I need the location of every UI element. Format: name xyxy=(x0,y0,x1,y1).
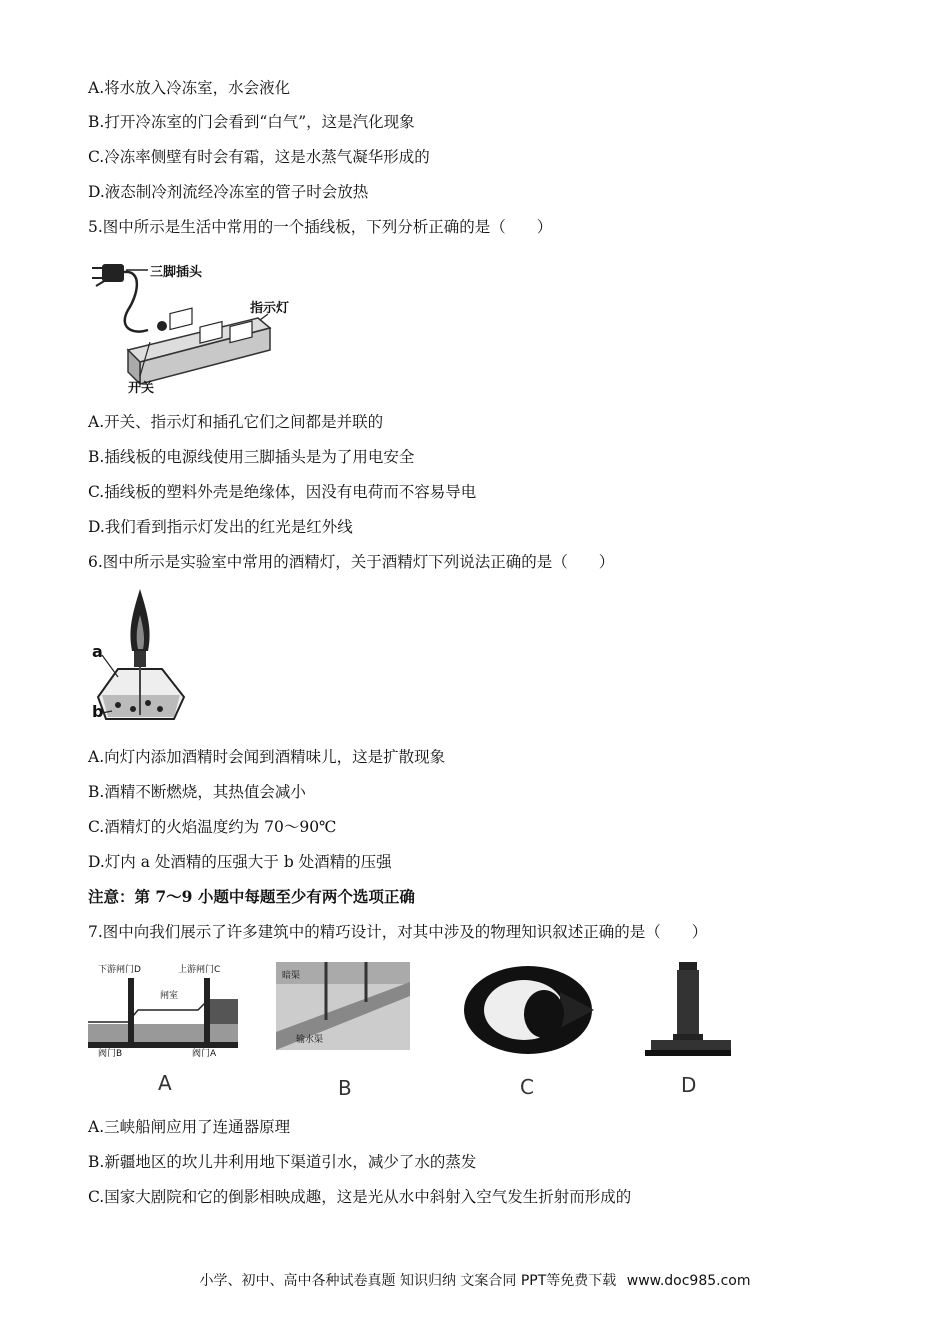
label-a: a xyxy=(92,642,103,661)
q5-stem: 5.图中所示是生活中常用的一个插线板，下列分析正确的是（ ） xyxy=(88,218,553,236)
caption-a: A xyxy=(158,1071,172,1095)
q7-option-c: C.国家大剧院和它的倒影相映成趣，这是光从水中斜射入空气发生折射而形成的 xyxy=(88,1188,632,1206)
q6-option-a: A.向灯内添加酒精时会闻到酒精味儿，这是扩散现象 xyxy=(88,748,446,766)
caption-b: B xyxy=(338,1076,352,1100)
footer-url[interactable]: www.doc985.com xyxy=(626,1273,751,1289)
q6-option-b: B.酒精不断燃烧，其热值会减小 xyxy=(88,783,306,801)
caption-c: C xyxy=(520,1075,534,1099)
footer-text: 小学、初中、高中各种试卷真题 知识归纳 文案合同 PPT等免费下载 xyxy=(199,1273,617,1289)
q6-stem: 6.图中所示是实验室中常用的酒精灯，关于酒精灯下列说法正确的是（ ） xyxy=(88,553,615,571)
karez-figure xyxy=(276,962,411,1102)
q4-option-d: D.液态制冷剂流经冷冻室的管子时会放热 xyxy=(88,183,369,201)
q5-option-a: A.开关、指示灯和插孔它们之间都是并联的 xyxy=(88,413,384,431)
q5-option-b: B.插线板的电源线使用三脚插头是为了用电安全 xyxy=(88,448,415,466)
q4-option-a: A.将水放入冷冻室，水会液化 xyxy=(88,79,291,97)
label-b: b xyxy=(92,702,104,721)
label-lower-gate: 下游闸门D xyxy=(98,965,141,975)
caption-d: D xyxy=(681,1073,697,1097)
label-upper-gate: 上游闸门C xyxy=(178,965,221,975)
alcohol-lamp-figure xyxy=(88,585,188,725)
q6-option-c: C.酒精灯的火焰温度约为 70～90℃ xyxy=(88,818,337,836)
q7-option-a: A.三峡船闸应用了连通器原理 xyxy=(88,1118,291,1136)
label-switch: 开关 xyxy=(128,381,155,396)
flame-drawing xyxy=(130,589,149,651)
q5-option-c: C.插线板的塑料外壳是绝缘体，因没有电荷而不容易导电 xyxy=(88,483,477,501)
q7-stem: 7.图中向我们展示了许多建筑中的精巧设计，对其中涉及的物理知识叙述正确的是（ ） xyxy=(88,923,708,941)
lamp-body-drawing xyxy=(98,651,184,719)
q7-option-b: B.新疆地区的坎儿井利用地下渠道引水，减少了水的蒸发 xyxy=(88,1153,477,1171)
label-valve-a: 阀门A xyxy=(192,1049,217,1059)
q4-option-c: C.冷冻率侧壁有时会有霜，这是水蒸气凝华形成的 xyxy=(88,148,430,166)
q6-option-d: D.灯内 a 处酒精的压强大于 b 处酒精的压强 xyxy=(88,853,392,871)
q4-option-b: B.打开冷冻室的门会看到“白气”，这是汽化现象 xyxy=(88,113,415,131)
label-lock-chamber: 闸室 xyxy=(160,991,179,1001)
label-valve-b: 阀门B xyxy=(98,1049,123,1059)
label-channel: 输水渠 xyxy=(296,1035,324,1045)
page-footer xyxy=(0,1270,950,1290)
monument-figure xyxy=(645,960,735,1100)
ship-lock-figure xyxy=(88,960,238,1100)
power-strip-figure xyxy=(88,250,303,398)
label-plug: 三脚插头 xyxy=(150,265,203,280)
note-multiple-answers: 注意：第 7～9 小题中每题至少有两个选项正确 xyxy=(88,887,415,906)
q5-option-d: D.我们看到指示灯发出的红光是红外线 xyxy=(88,518,353,536)
label-well: 暗渠 xyxy=(282,971,301,981)
three-pin-plug-drawing xyxy=(92,264,148,332)
national-theater-figure xyxy=(460,962,600,1102)
label-indicator: 指示灯 xyxy=(250,301,290,316)
